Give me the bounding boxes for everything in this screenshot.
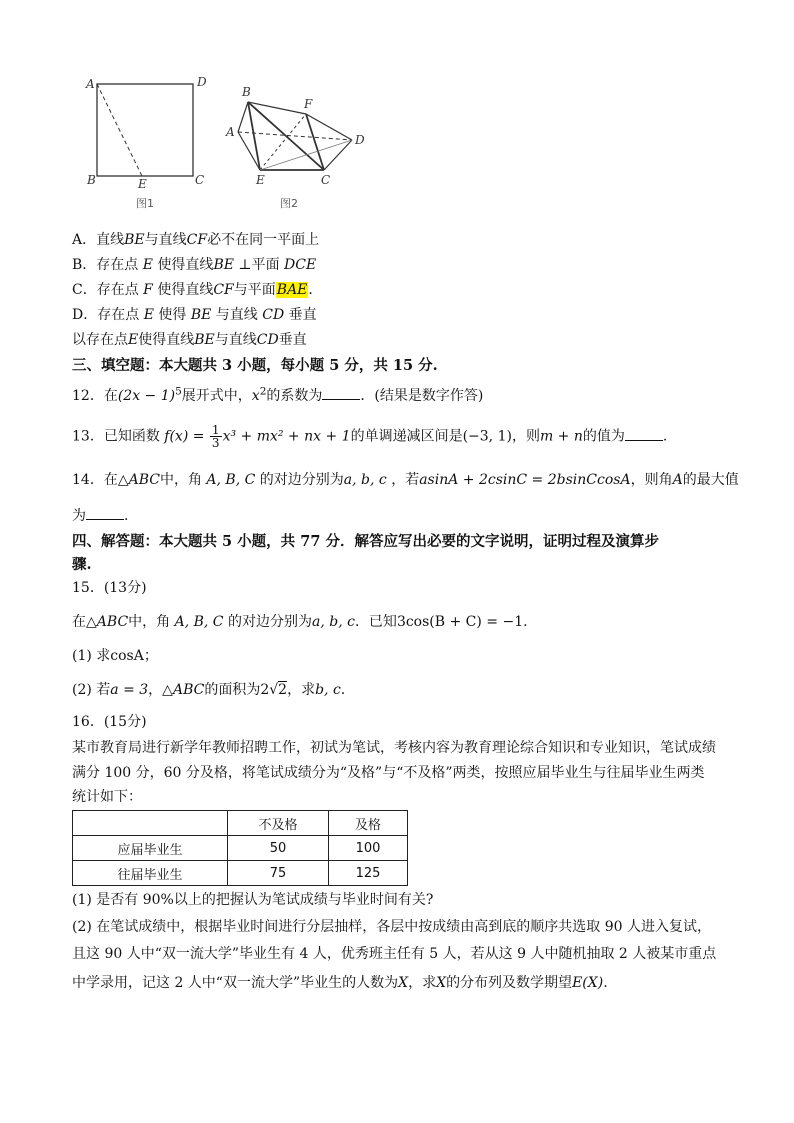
fig2-label-f: F xyxy=(304,97,313,111)
question-16-part2-line2: 且这 90 人中“双一流大学”毕业生有 4 人，优秀班主任有 5 人，若从这 9 人中随机抽取 2 人被某市重点 xyxy=(72,946,717,962)
fig1-caption: 图1 xyxy=(136,197,154,210)
figure-2 xyxy=(225,85,365,210)
fig1-label-e: E xyxy=(138,177,147,191)
answer-blank-13 xyxy=(625,428,663,441)
question-15-part1: (1) 求cosA； xyxy=(72,648,158,664)
fig2-label-e: E xyxy=(256,173,265,187)
question-16-para-line2: 满分 100 分，60 分及格，将笔试成绩分为“及格”与“不及格”两类，按照应届毕业生与往届毕业生两类 xyxy=(72,765,705,781)
question-16-para-line3: 统计如下： xyxy=(72,789,142,805)
fraction-one-third: $\frac{1}{3}$ xyxy=(211,423,220,450)
table-header-cell: 不及格 xyxy=(228,811,329,836)
option-d: D．存在点 E 使得 BE 与直线 CD 垂直 xyxy=(72,307,317,323)
question-13: 13．已知函数 f(x) = $\frac{1}{3}$ x³ + mx² + nx + 1的单调递减区间是(−3, 1)，则m + n的值为 . xyxy=(72,423,668,450)
fig2-label-d: D xyxy=(355,133,365,147)
table-header-cell xyxy=(73,811,228,836)
question-15-stem: 在△ABC中，角 A, B, C 的对边分别为a, b, c．已知3cos(B + C) = −1. xyxy=(72,614,528,630)
geometry-figures xyxy=(80,72,370,217)
option-a: A．直线BE与直线CF必不在同一平面上 xyxy=(72,232,320,248)
question-14-line1: 14．在△ABC中，角 A, B, C 的对边分别为a, b, c ，若asinA + 2csinC = 2bsinCcosA，则角A的最大值 xyxy=(72,472,739,488)
score-table xyxy=(72,810,408,886)
question-16-part1: (1) 是否有 90%以上的把握认为笔试成绩与毕业时间有关? xyxy=(72,892,434,908)
table-header-row xyxy=(73,811,408,836)
option-extra: 以存在点E使得直线BE与直线CD垂直 xyxy=(72,332,307,348)
table-cell: 应届毕业生 xyxy=(73,836,228,861)
section-4-title-line1: 四、解答题：本大题共 5 小题，共 77 分．解答应写出必要的文字说明，证明过程及演算步 xyxy=(72,533,659,550)
question-14-line2: 为 . xyxy=(72,508,129,524)
sqrt-symbol: √ xyxy=(269,682,279,698)
fig1-label-c: C xyxy=(195,173,205,187)
option-c: C．存在点 F 使得直线CF与平面BAE. xyxy=(72,282,313,298)
fig2-label-b: B xyxy=(242,85,251,99)
question-16-heading: 16．(15分) xyxy=(72,714,147,730)
question-16-part2-line1: (2) 在笔试成绩中，根据毕业时间进行分层抽样，各层中按成绩由高到底的顺序共选取 90 人进入复试， xyxy=(72,919,711,935)
section-4-title-line2: 骤. xyxy=(72,556,92,573)
question-12: 12．在$(2x - 1)^5$展开式中，$x^2$的系数为 ．(结果是数字作答) xyxy=(72,385,484,404)
fig2-caption: 图2 xyxy=(280,197,298,210)
section-3-title: 三、填空题：本大题共 3 小题，每小题 5 分，共 15 分. xyxy=(72,357,438,374)
fig1-label-b: B xyxy=(87,173,96,187)
fig2-label-c: C xyxy=(321,173,331,187)
fig1-label-d: D xyxy=(197,75,207,89)
option-b: B．存在点 E 使得直线BE ⊥平面 DCE xyxy=(72,257,317,273)
table-cell: 往届毕业生 xyxy=(73,861,228,886)
table-header-cell: 及格 xyxy=(329,811,408,836)
table-cell: 50 xyxy=(228,836,329,861)
table-row xyxy=(73,861,408,886)
question-15-heading: 15．(13分) xyxy=(72,580,147,596)
table-row xyxy=(73,836,408,861)
table-cell: 75 xyxy=(228,861,329,886)
highlighted-bae: BAE xyxy=(276,282,308,298)
answer-blank-12 xyxy=(322,387,360,400)
table-cell: 125 xyxy=(329,861,408,886)
figure-1 xyxy=(85,75,207,210)
fig2-label-a: A xyxy=(226,125,235,139)
answer-blank-14 xyxy=(86,507,124,520)
question-16-part2-line3: 中学录用，记这 2 人中“双一流大学”毕业生的人数为X，求X的分布列及数学期望E(X). xyxy=(72,975,608,991)
table-cell: 100 xyxy=(329,836,408,861)
question-15-part2: (2) 若a = 3，△ABC的面积为2√2，求b, c. xyxy=(72,682,346,698)
fig1-label-a: A xyxy=(86,77,95,91)
question-16-para-line1: 某市教育局进行新学年教师招聘工作，初试为笔试，考核内容为教育理论综合知识和专业知识，笔试成绩 xyxy=(72,740,716,756)
